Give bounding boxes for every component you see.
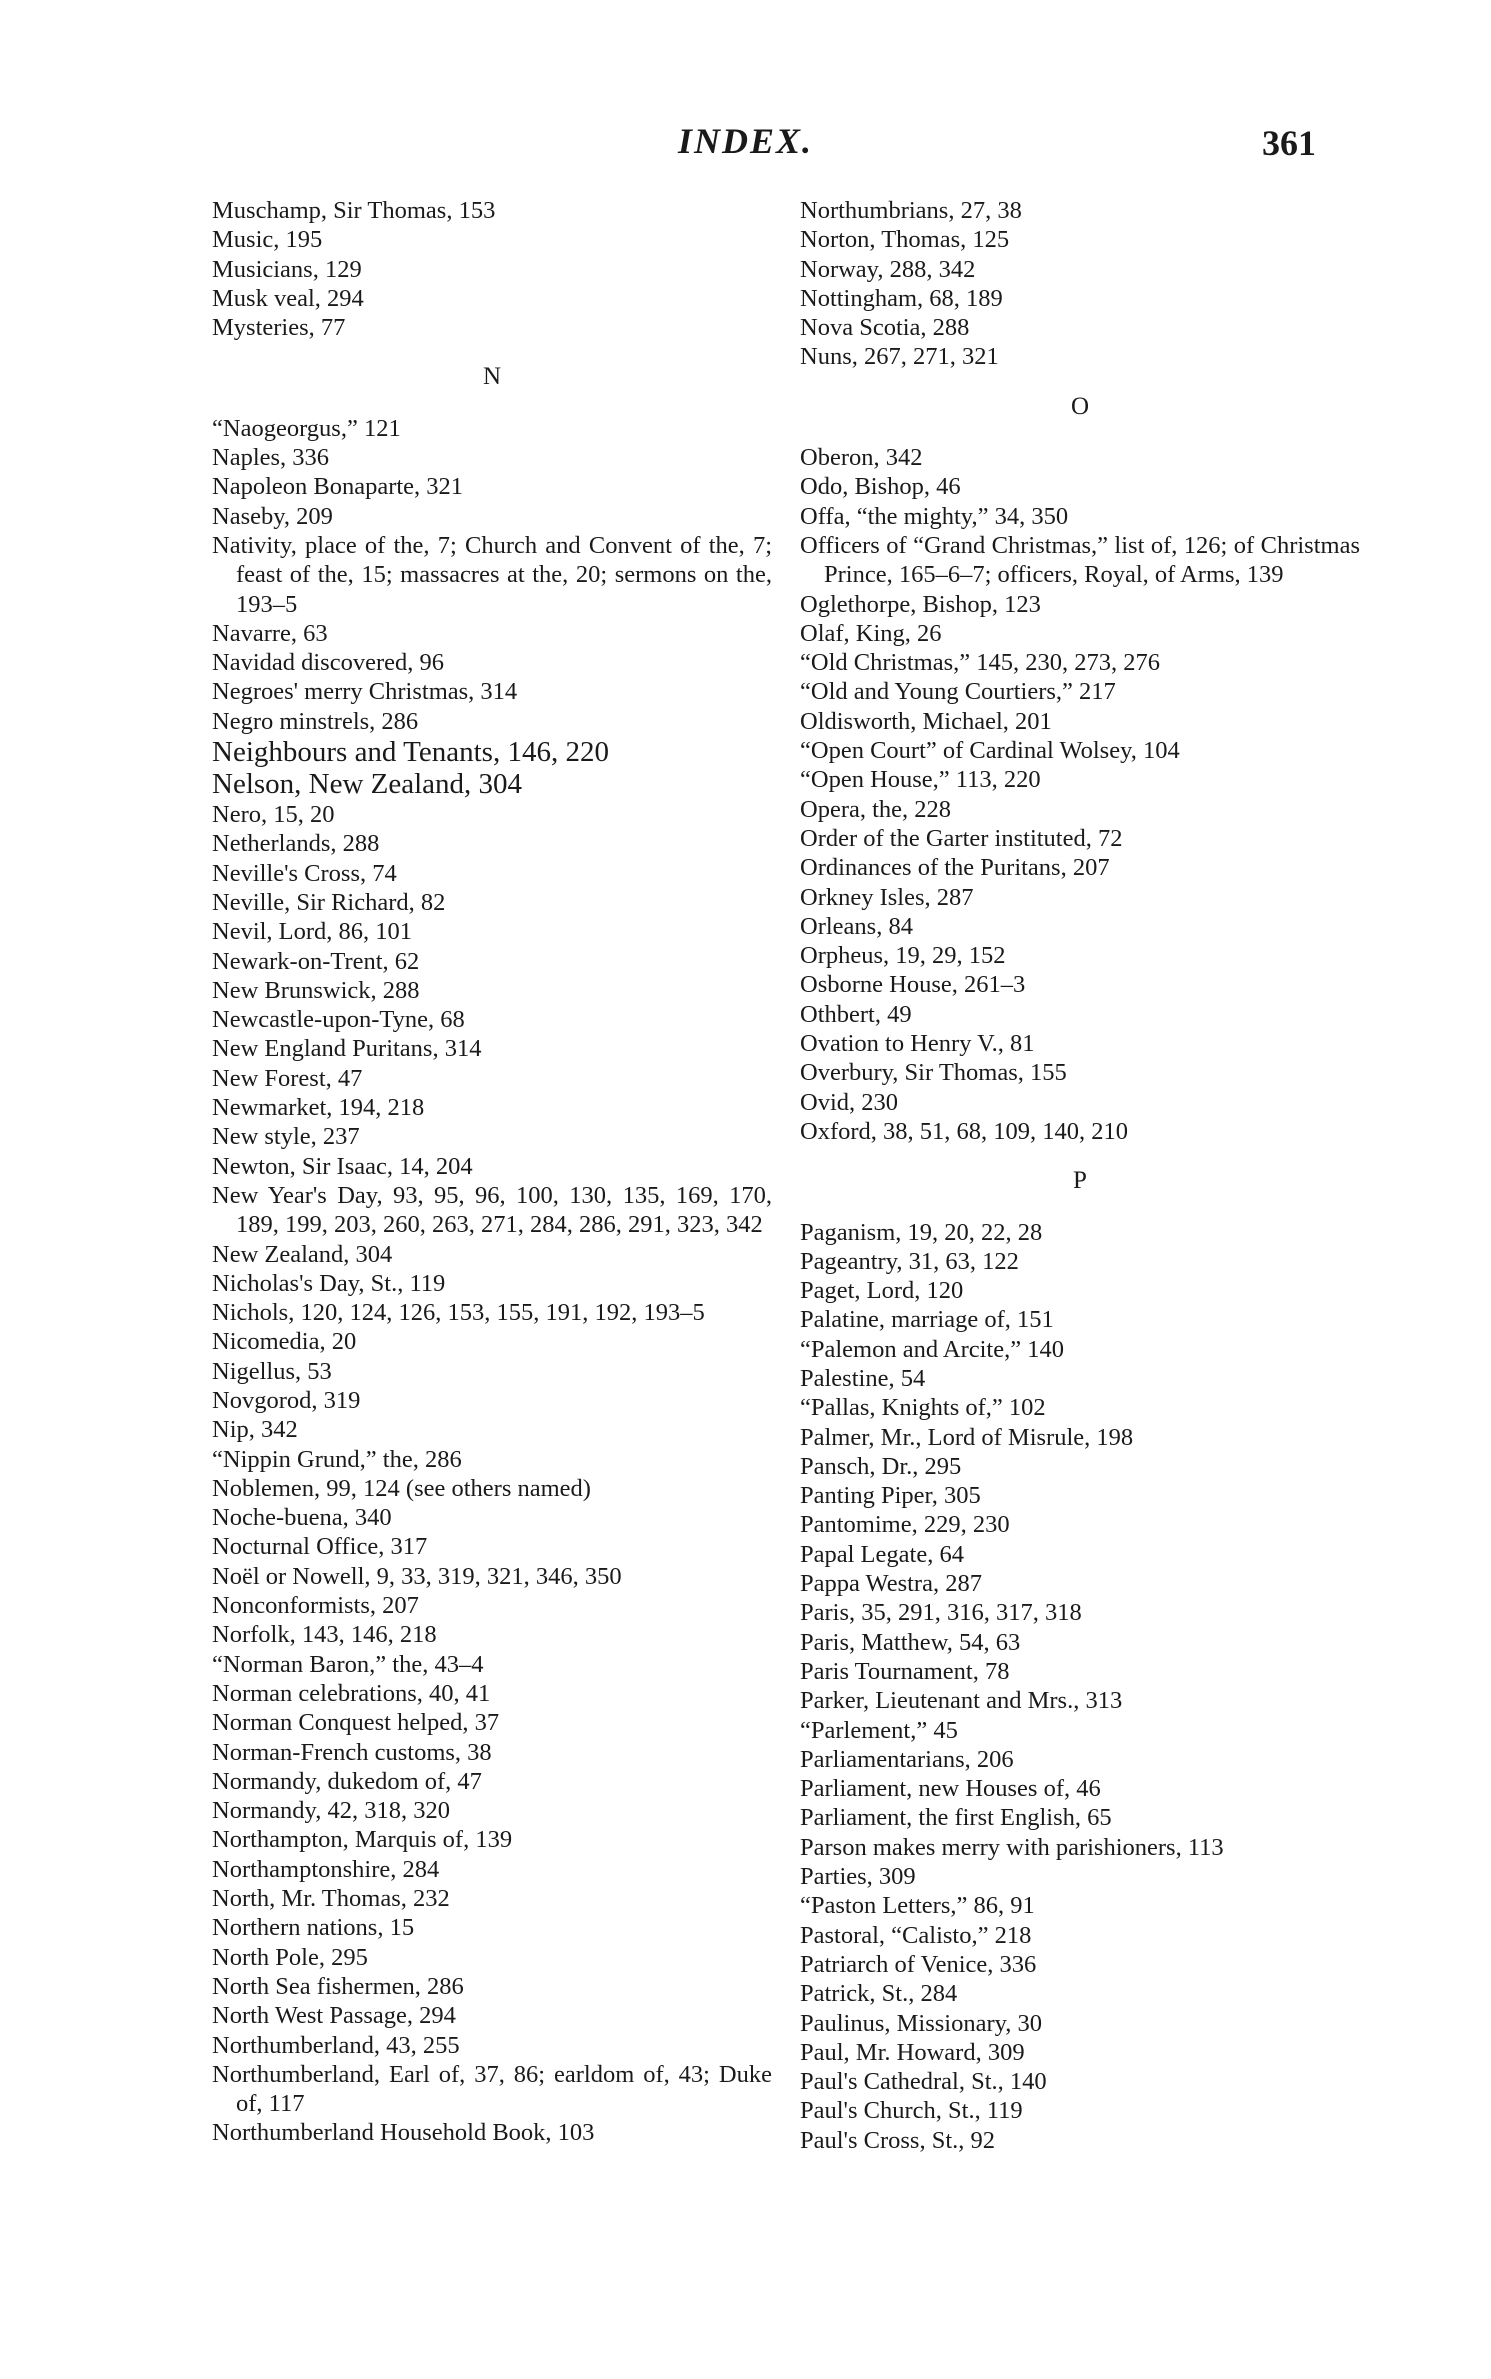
index-entry: Ordinances of the Puritans, 207 [800, 854, 1110, 882]
index-entry: Paganism, 19, 20, 22, 28 [800, 1218, 1043, 1246]
index-entry: Nottingham, 68, 189 [800, 284, 1003, 312]
index-entry: Oldisworth, Michael, 201 [800, 707, 1052, 735]
index-entry: Music, 195 [212, 226, 323, 254]
index-entry: Nevil, Lord, 86, 101 [212, 918, 413, 946]
index-entry: Neville, Sir Richard, 82 [212, 888, 446, 916]
index-entry: Orpheus, 19, 29, 152 [800, 942, 1006, 970]
index-entry: Nicomedia, 20 [212, 1328, 357, 1356]
index-entry: Officers of “Grand Christmas,” list of, 126; of Christmas Prince, 165–6–7; officers, Royal, of Arms, 139 [800, 531, 1360, 589]
index-entry: Ovation to Henry V., 81 [800, 1030, 1035, 1058]
index-entry: Parliament, new Houses of, 46 [800, 1775, 1101, 1803]
index-entry: Parties, 309 [800, 1863, 916, 1891]
index-group-n [212, 414, 772, 2148]
index-entry: Negroes' merry Christmas, 314 [212, 678, 518, 706]
index-entry: Nocturnal Office, 317 [212, 1533, 428, 1561]
index-entry: Pantomime, 229, 230 [800, 1511, 1010, 1539]
index-entry: Pageantry, 31, 63, 122 [800, 1247, 1019, 1275]
index-entry: Noël or Nowell, 9, 33, 319, 321, 346, 350 [212, 1562, 622, 1590]
index-entry: “Parlement,” 45 [800, 1716, 958, 1744]
index-entry: Pastoral, “Calisto,” 218 [800, 1921, 1032, 1949]
section-letter-o: O [1070, 392, 1090, 420]
index-entry: New Brunswick, 288 [212, 976, 420, 1004]
index-entry: New Year's Day, 93, 95, 96, 100, 130, 135, 169, 170, 189, 199, 203, 260, 263, 271, 284, 286, 291, 323, 342 [212, 1181, 772, 1239]
index-entry: Norfolk, 143, 146, 218 [212, 1621, 437, 1649]
index-entry: Neighbours and Tenants, 146, 220 [212, 736, 609, 769]
index-entry: Nativity, place of the, 7; Church and Convent of the, 7; feast of the, 15; massacres at the, 20; sermons on the, 193–5 [212, 531, 772, 618]
index-group-p [800, 1218, 1360, 2156]
index-entry: Norman Conquest helped, 37 [212, 1709, 500, 1737]
index-entry: Navidad discovered, 96 [212, 649, 444, 677]
index-entry: Northamptonshire, 284 [212, 1855, 440, 1883]
index-entry: Parker, Lieutenant and Mrs., 313 [800, 1687, 1123, 1715]
index-entry: Paget, Lord, 120 [800, 1277, 964, 1305]
index-entry: “Norman Baron,” the, 43–4 [212, 1650, 484, 1678]
index-entry: “Palemon and Arcite,” 140 [800, 1335, 1064, 1363]
index-entry: “Pallas, Knights of,” 102 [800, 1394, 1046, 1422]
index-entry: Patriarch of Venice, 336 [800, 1950, 1037, 1978]
index-entry: North, Mr. Thomas, 232 [212, 1885, 450, 1913]
index-entry: Norman celebrations, 40, 41 [212, 1679, 491, 1707]
index-entry: Orkney Isles, 287 [800, 883, 974, 911]
index-entry: Pappa Westra, 287 [800, 1570, 982, 1598]
index-entry: Nelson, New Zealand, 304 [212, 768, 523, 801]
index-entry: Nuns, 267, 271, 321 [800, 343, 999, 371]
index-entry: Palatine, marriage of, 151 [800, 1306, 1054, 1334]
page-title: INDEX. [677, 121, 814, 161]
index-entry: Musk veal, 294 [212, 284, 364, 312]
index-entry: Papal Legate, 64 [800, 1540, 964, 1568]
index-entry: Order of the Garter instituted, 72 [800, 824, 1123, 852]
index-entry: Paul's Cross, St., 92 [800, 2126, 996, 2154]
index-entry: Norton, Thomas, 125 [800, 226, 1010, 254]
index-entry: Noche-buena, 340 [212, 1504, 392, 1532]
index-entry: New Zealand, 304 [212, 1240, 393, 1268]
index-entry: Mysteries, 77 [212, 314, 346, 342]
index-entry: “Paston Letters,” 86, 91 [800, 1892, 1035, 1920]
index-entry: Overbury, Sir Thomas, 155 [800, 1059, 1067, 1087]
index-entry: Opera, the, 228 [800, 795, 952, 823]
index-entry: Newcastle-upon-Tyne, 68 [212, 1006, 465, 1034]
index-entry: New style, 237 [212, 1123, 360, 1151]
index-entry: New Forest, 47 [212, 1064, 363, 1092]
index-entry: Oxford, 38, 51, 68, 109, 140, 210 [800, 1117, 1129, 1145]
index-entry: Parliament, the first English, 65 [800, 1804, 1112, 1832]
index-entry: Patrick, St., 284 [800, 1980, 958, 2008]
index-entry: Novgorod, 319 [212, 1386, 361, 1414]
section-letter-p: P [1073, 1167, 1087, 1195]
index-entry: Nip, 342 [212, 1416, 298, 1444]
index-entry: Musicians, 129 [212, 255, 362, 283]
index-entry: North West Passage, 294 [212, 2002, 456, 2030]
index-entry: Paul, Mr. Howard, 309 [800, 2038, 1025, 2066]
index-entry: Palestine, 54 [800, 1364, 926, 1392]
index-entry: Nichols, 120, 124, 126, 153, 155, 191, 192, 193–5 [212, 1299, 705, 1327]
index-entry: Northumberland, 43, 255 [212, 2031, 460, 2059]
page-number: 361 [1262, 123, 1316, 163]
index-entry: Netherlands, 288 [212, 830, 380, 858]
index-entry: Palmer, Mr., Lord of Misrule, 198 [800, 1423, 1134, 1451]
index-entry: Othbert, 49 [800, 1000, 912, 1028]
index-entry: “Old Christmas,” 145, 230, 273, 276 [800, 649, 1160, 677]
index-group-m [212, 196, 772, 342]
index-entry: Paris, Matthew, 54, 63 [800, 1628, 1021, 1656]
index-entry: Naples, 336 [212, 444, 330, 472]
index-entry: Paris, 35, 291, 316, 317, 318 [800, 1599, 1082, 1627]
index-entry: “Open House,” 113, 220 [800, 766, 1041, 794]
index-entry: Olaf, King, 26 [800, 619, 942, 647]
index-entry: Muschamp, Sir Thomas, 153 [212, 197, 496, 224]
index-entry: Paulinus, Missionary, 30 [800, 2009, 1043, 2037]
index-entry: Normandy, 42, 318, 320 [212, 1797, 450, 1825]
index-entry: Paul's Cathedral, St., 140 [800, 2068, 1047, 2096]
index-entry: Nero, 15, 20 [212, 801, 335, 829]
index-entry: Panting Piper, 305 [800, 1482, 981, 1510]
index-entry: Northampton, Marquis of, 139 [212, 1826, 513, 1854]
index-entry: Norman-French customs, 38 [212, 1738, 492, 1766]
index-entry: “Open Court” of Cardinal Wolsey, 104 [800, 737, 1180, 765]
index-entry: Newmarket, 194, 218 [212, 1094, 425, 1122]
index-entry: Paris Tournament, 78 [800, 1657, 1010, 1685]
index-entry: Nicholas's Day, St., 119 [212, 1269, 446, 1297]
index-entry: Orleans, 84 [800, 912, 913, 940]
index-entry: North Sea fishermen, 286 [212, 1972, 464, 2000]
index-entry: Napoleon Bonaparte, 321 [212, 473, 464, 501]
index-entry: “Old and Young Courtiers,” 217 [800, 678, 1116, 706]
index-entry: Nigellus, 53 [212, 1357, 332, 1385]
index-entry: “Naogeorgus,” 121 [212, 414, 401, 442]
index-entry: Nova Scotia, 288 [800, 314, 970, 342]
index-group-o [800, 443, 1360, 1146]
index-entry: Offa, “the mighty,” 34, 350 [800, 502, 1069, 530]
index-entry: Naseby, 209 [212, 502, 333, 530]
section-letter-n: N [482, 363, 502, 391]
index-entry: Norway, 288, 342 [800, 255, 976, 283]
index-entry: Newton, Sir Isaac, 14, 204 [212, 1152, 473, 1180]
index-entry: Northumbrians, 27, 38 [800, 197, 1022, 224]
index-group-n-continued [800, 196, 1360, 372]
index-entry: Nonconformists, 207 [212, 1592, 419, 1620]
index-entry: Noblemen, 99, 124 (see others named) [212, 1474, 591, 1502]
index-entry: Negro minstrels, 286 [212, 707, 419, 735]
index-entry: Northern nations, 15 [212, 1914, 415, 1942]
index-entry: “Nippin Grund,” the, 286 [212, 1445, 462, 1473]
index-entry: Oberon, 342 [800, 444, 923, 472]
index-entry: Osborne House, 261–3 [800, 971, 1026, 999]
index-entry: Parliamentarians, 206 [800, 1745, 1014, 1773]
index-entry: Navarre, 63 [212, 619, 328, 647]
index-entry: Neville's Cross, 74 [212, 859, 397, 887]
index-entry: Odo, Bishop, 46 [800, 473, 961, 501]
right-column [800, 196, 1360, 2155]
index-entry: Oglethorpe, Bishop, 123 [800, 590, 1041, 618]
index-entry: Northumberland Household Book, 103 [212, 2119, 595, 2147]
left-column [212, 196, 772, 2148]
index-entry: Normandy, dukedom of, 47 [212, 1767, 482, 1795]
index-entry: Northumberland, Earl of, 37, 86; earldom of, 43; Duke of, 117 [212, 2060, 772, 2118]
index-entry: Ovid, 230 [800, 1088, 898, 1116]
index-entry: New England Puritans, 314 [212, 1035, 482, 1063]
index-entry: Paul's Church, St., 119 [800, 2097, 1023, 2125]
index-entry: Newark-on-Trent, 62 [212, 947, 420, 975]
index-entry: Parson makes merry with parishioners, 113 [800, 1833, 1224, 1861]
index-entry: Pansch, Dr., 295 [800, 1452, 962, 1480]
index-entry: North Pole, 295 [212, 1943, 368, 1971]
